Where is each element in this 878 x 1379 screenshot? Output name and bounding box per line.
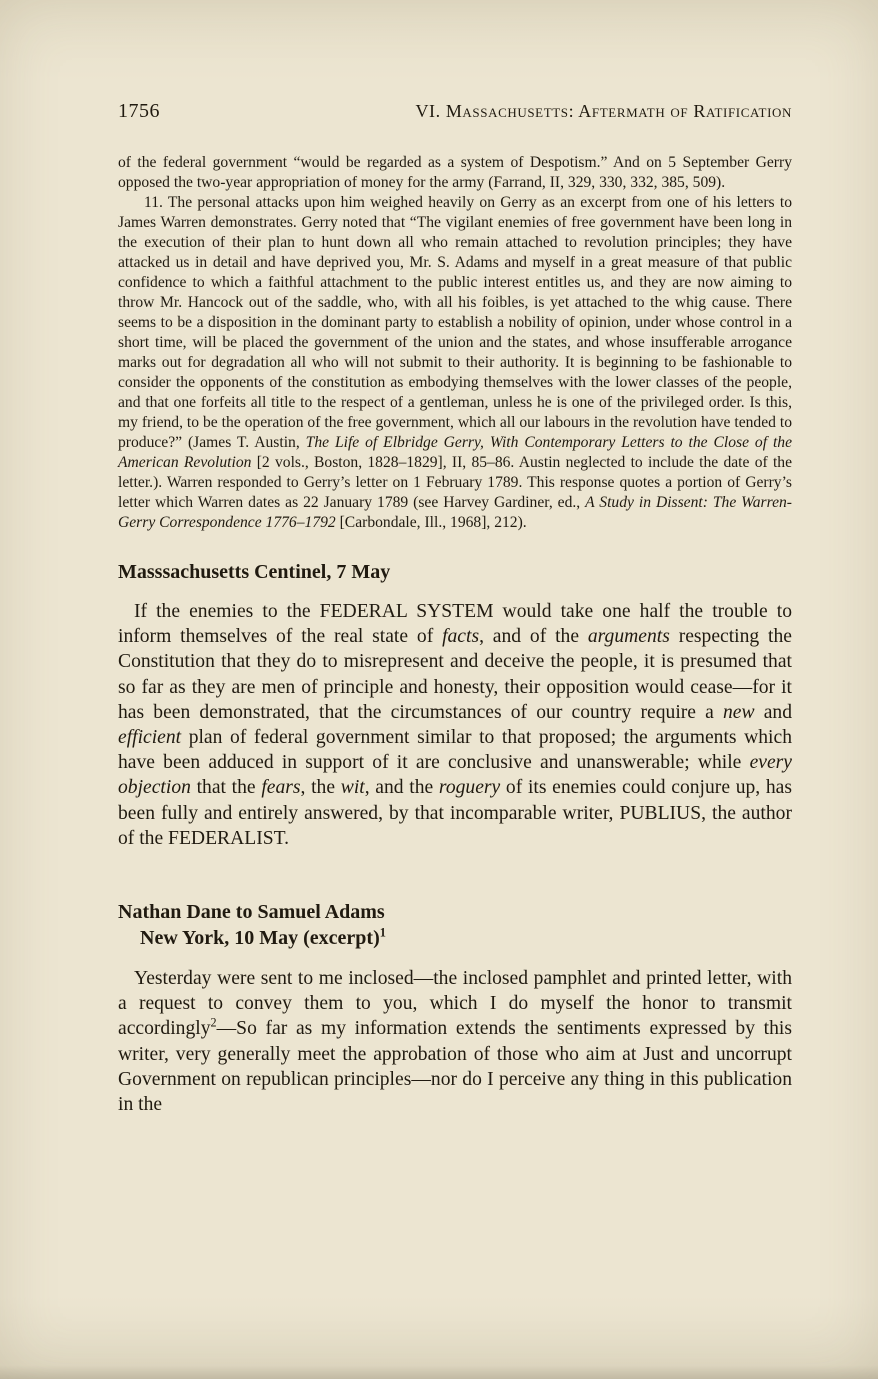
page-number: 1756	[118, 100, 160, 122]
running-head: VI. Massachusetts: Aftermath of Ratification	[415, 101, 792, 121]
section-heading-centinel: Masssachusetts Centinel, 7 May	[118, 561, 391, 583]
section-dane	[118, 899, 792, 1117]
section-subheading-dane: New York, 10 May (excerpt)$^1$	[140, 925, 386, 950]
page-header	[118, 100, 792, 123]
footnote-paragraph-11: 11. The personal attacks upon him weighed heavily on Gerry as an excerpt from one of his letters to James Warren demonstrates. Gerry noted that “The vigilant enemies of free government have been long in the execution of their plan to hunt down all who remain attached to revolution principles; they have attacked us in detail and have deprived you, Mr. S. Adams and myself in a great measure of that public confidence to which a faithful attachment to the public interest entitles us, and they are now aiming to throw Mr. Hancock out of the saddle, who, with all his foibles, is yet attached to the whig cause. There seems to be a disposition in the dominant party to establish a nobility of opinion, under whose control in a short time, will be placed the government of the union and the states, and whose insufferable arrogance marks out for degradation all who will not submit to their authority. It is beginning to be fashionable to consider the opponents of the constitution as embodying themselves with the lower classes of the people, and that one forfeits all title to the respect of a gentleman, unless he is one of the privileged order. Is this, my friend, to be the operation of the free government, which all our labours in the revolution have tended to produce?” (James T. Austin, The Life of Elbridge Gerry, With Contemporary Letters to the Close of the American Revolution [2 vols., Boston, 1828–1829], II, 85–86. Austin neglected to include the date of the letter.). Warren responded to Gerry’s letter on 1 February 1789. This response quotes a portion of Gerry’s letter which Warren dates as 22 January 1789 (see Harvey Gardiner, ed., A Study in Dissent: The Warren-Gerry Correspondence 1776–1792 [Carbondale, Ill., 1968], 212).	[118, 194, 793, 531]
body-paragraph-dane: Yesterday were sent to me inclosed—the inclosed pamphlet and printed letter, with a request to convey them to you, which I do myself the honor to transmit accordingly$^2$—So far as my information extends the sentiments expressed by this writer, very generally meet the approbation of those who aim at Just and uncorrupt Government on republican principles—nor do I perceive any thing in this publication in the	[118, 968, 792, 1116]
section-centinel	[118, 559, 792, 851]
footnote-block	[118, 153, 792, 533]
body-paragraph-centinel: If the enemies to the FEDERAL SYSTEM would take one half the trouble to inform themselves of the real state of facts, and of the arguments respecting the Constitution that they do to misrepresent and deceive the people, it is presumed that so far as they are men of principle and honesty, their opposition would cease—for it has been demonstrated, that the circumstances of our country require a new and efficient plan of federal government similar to that proposed; the arguments which have been adduced in support of it are conclusive and unanswerable; while every objection that the fears, the wit, and the roguery of its enemies could conjure up, has been fully and entirely answered, by that incomparable writer, PUBLIUS, the author of the FEDERALIST.	[118, 601, 793, 849]
section-heading-dane: Nathan Dane to Samuel Adams	[118, 901, 385, 924]
footnote-paragraph-continuation: of the federal government “would be regarded as a system of Despotism.” And on 5 September Gerry opposed the two-year appropriation of money for the army (Farrand, II, 329, 330, 332, 385, 509).	[118, 154, 792, 191]
